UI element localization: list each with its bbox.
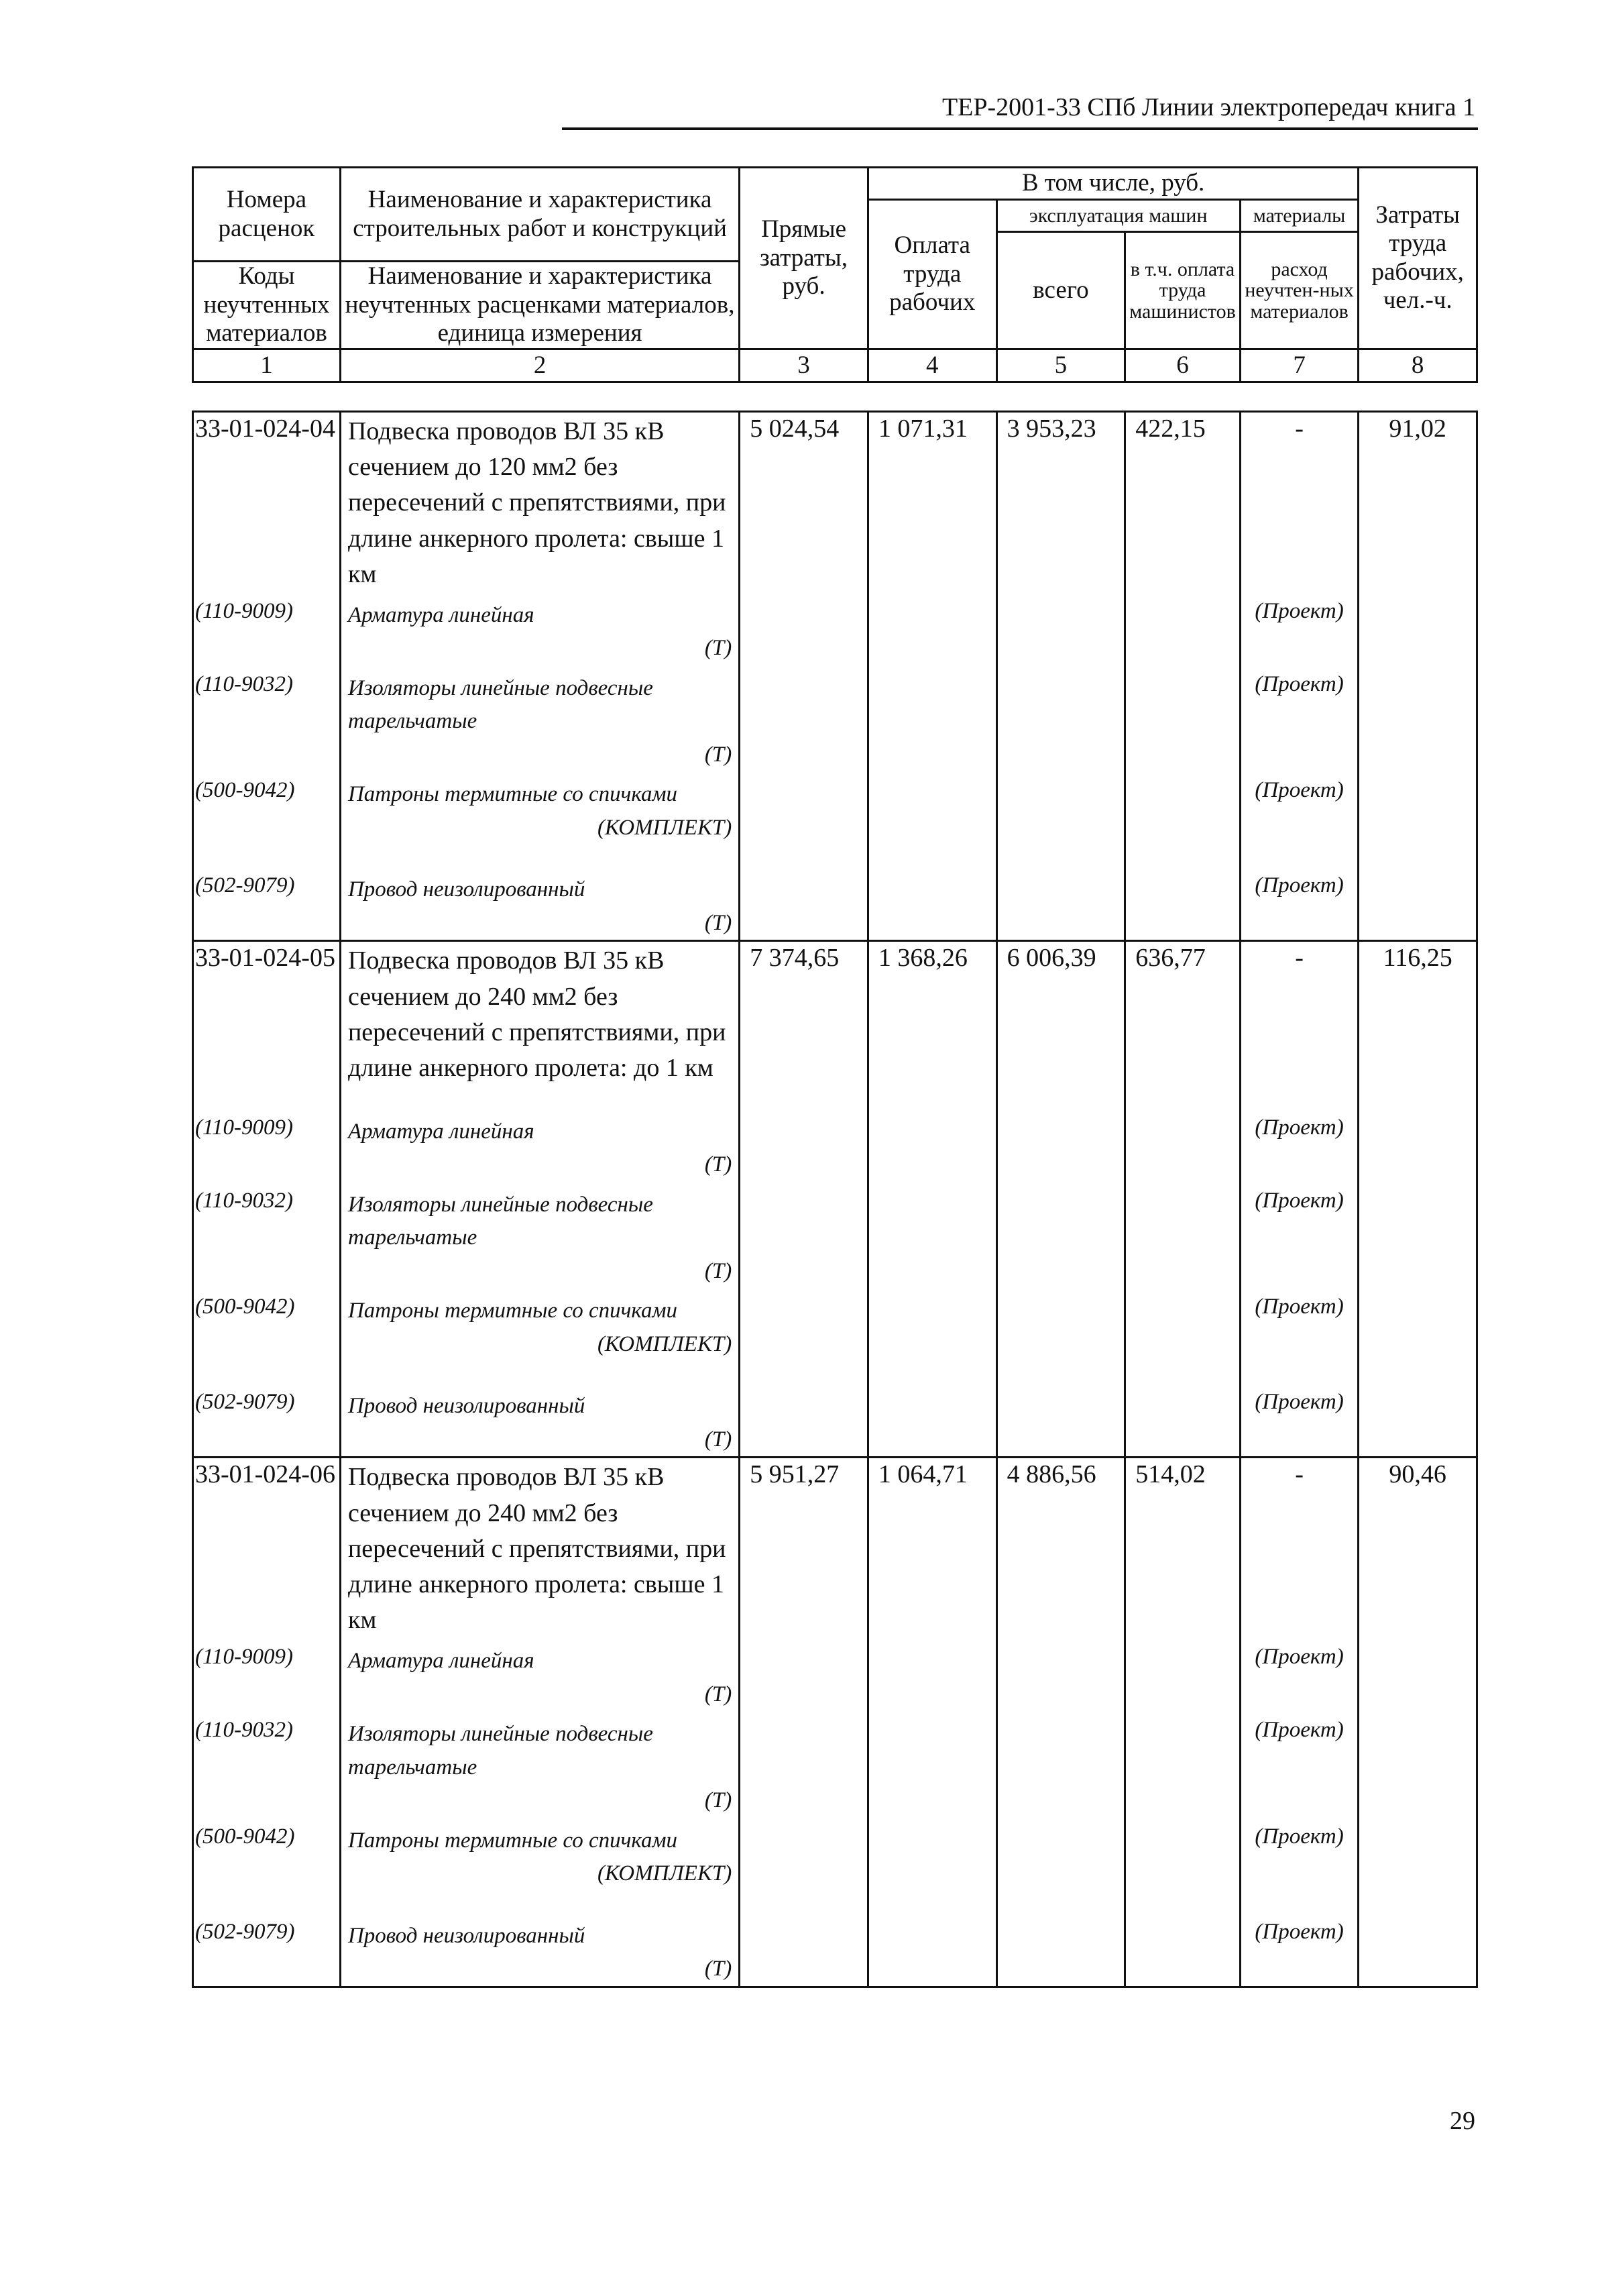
material-row [193, 1818, 1477, 1913]
material-code: (502-9079) [193, 867, 341, 941]
material-consumption: (Проект) [1240, 867, 1359, 941]
material-name: Провод неизолированный [347, 1394, 585, 1419]
machines-total: 3 953,23 [996, 412, 1125, 592]
material-name: Провод неизолированный [347, 1923, 585, 1948]
empty-cell [868, 771, 996, 867]
material-row [193, 592, 1477, 665]
column-number: 3 [740, 349, 868, 382]
materials-value: - [1240, 941, 1359, 1109]
empty-cell [1125, 1182, 1241, 1289]
empty-cell [1359, 1818, 1477, 1913]
material-row [193, 1711, 1477, 1818]
material-consumption: (Проект) [1240, 771, 1359, 867]
empty-cell [1359, 1109, 1477, 1182]
column-number: 6 [1125, 349, 1241, 382]
empty-cell [996, 1109, 1125, 1182]
material-code: (500-9042) [193, 1288, 341, 1383]
empty-cell [996, 592, 1125, 665]
empty-cell [740, 771, 868, 867]
empty-cell [1125, 1711, 1241, 1818]
header-labor-hours: Затраты труда рабочих, чел.-ч. [1359, 168, 1477, 349]
material-name: Изоляторы линейные подвесные тарельчатые [347, 1192, 653, 1250]
empty-cell [1359, 592, 1477, 665]
empty-cell [868, 1288, 996, 1383]
material-row [193, 1288, 1477, 1383]
material-name: Патроны термитные со спичками [347, 782, 678, 807]
header-rate-numbers: Номера расценок [218, 185, 315, 242]
empty-cell [740, 1638, 868, 1711]
column-number: 7 [1240, 349, 1359, 382]
material-unit: (Т) [704, 1427, 732, 1452]
labor-pay: 1 368,26 [868, 941, 996, 1109]
material-code: (500-9042) [193, 1818, 341, 1913]
material-code: (110-9032) [193, 1711, 341, 1818]
empty-cell [1125, 592, 1241, 665]
material-cell [340, 665, 739, 772]
material-unit: (Т) [704, 636, 732, 661]
document-title: ТЕР-2001-33 СПб Линии электропередач книга 1 [941, 93, 1475, 121]
material-unit: (Т) [704, 1788, 732, 1813]
material-row [193, 1109, 1477, 1182]
material-row [193, 1913, 1477, 1987]
header-unaccounted-materials: расход неучтен-ных материалов [1240, 232, 1359, 349]
column-number: 4 [868, 349, 996, 382]
header-material-names: Наименование и характеристика неучтенных расценками материалов, единица измерения [340, 262, 739, 349]
empty-cell [996, 1818, 1125, 1913]
empty-cell [740, 1109, 868, 1182]
machines-total: 6 006,39 [996, 941, 1125, 1109]
material-name: Арматура линейная [347, 1649, 534, 1674]
empty-cell [868, 1818, 996, 1913]
empty-cell [1359, 1638, 1477, 1711]
empty-cell [996, 1638, 1125, 1711]
empty-cell [740, 867, 868, 941]
empty-cell [1125, 1913, 1241, 1987]
empty-cell [1125, 771, 1241, 867]
material-cell [340, 867, 739, 941]
empty-cell [740, 1288, 868, 1383]
header-codes [193, 168, 341, 262]
empty-cell [1125, 665, 1241, 772]
empty-cell [1125, 867, 1241, 941]
material-cell [340, 1711, 739, 1818]
header-materials: материалы [1240, 200, 1359, 232]
material-unit: (Т) [704, 1957, 732, 1981]
empty-cell [868, 592, 996, 665]
header-machines-total: всего [996, 232, 1125, 349]
material-consumption: (Проект) [1240, 665, 1359, 772]
empty-cell [740, 1182, 868, 1289]
empty-cell [868, 665, 996, 772]
empty-cell [996, 771, 1125, 867]
empty-cell [868, 1638, 996, 1711]
material-unit: (Т) [704, 910, 732, 935]
material-name: Патроны термитные со спичками [347, 1828, 678, 1853]
empty-cell [1359, 1288, 1477, 1383]
material-unit: (КОМПЛЕКТ) [597, 815, 732, 840]
labor-hours: 116,25 [1359, 941, 1477, 1109]
material-code: (502-9079) [193, 1383, 341, 1458]
material-name: Изоляторы линейные подвесные тарельчатые [347, 675, 653, 734]
table-row [193, 1458, 1477, 1638]
material-name: Изоляторы линейные подвесные тарельчатые [347, 1722, 653, 1780]
labor-hours: 90,46 [1359, 1458, 1477, 1638]
material-row [193, 1383, 1477, 1458]
material-unit: (Т) [704, 1682, 732, 1706]
empty-cell [740, 1383, 868, 1458]
material-code: (110-9009) [193, 1638, 341, 1711]
empty-cell [996, 1913, 1125, 1987]
material-code: (110-9009) [193, 592, 341, 665]
header-work-name: Наименование и характеристика строительных работ и конструкций [353, 185, 727, 242]
material-consumption: (Проект) [1240, 1383, 1359, 1458]
material-name: Провод неизолированный [347, 877, 585, 902]
material-name: Арматура линейная [347, 602, 534, 627]
material-unit: (КОМПЛЕКТ) [597, 1861, 732, 1886]
rate-name: Подвеска проводов ВЛ 35 кВ сечением до 240 мм2 без пересечений с препятствиями, при длине анкерного пролета: свыше 1 км [340, 1458, 739, 1638]
empty-cell [740, 665, 868, 772]
material-consumption: (Проект) [1240, 1109, 1359, 1182]
material-cell [340, 1383, 739, 1458]
column-number: 8 [1359, 349, 1477, 382]
rates-table [192, 411, 1478, 1988]
material-consumption: (Проект) [1240, 1818, 1359, 1913]
header-machines: эксплуатация машин [996, 200, 1240, 232]
material-code: (502-9079) [193, 1913, 341, 1987]
materials-value: - [1240, 1458, 1359, 1638]
material-unit: (КОМПЛЕКТ) [597, 1331, 732, 1356]
empty-cell [868, 1182, 996, 1289]
material-row [193, 771, 1477, 867]
material-cell [340, 1288, 739, 1383]
machinist-pay: 514,02 [1125, 1458, 1241, 1638]
material-cell [340, 1182, 739, 1289]
material-row [193, 1182, 1477, 1289]
header-rule [562, 127, 1478, 130]
header-labor-pay: Оплата труда рабочих [868, 200, 996, 349]
empty-cell [1125, 1383, 1241, 1458]
empty-cell [1125, 1818, 1241, 1913]
material-consumption: (Проект) [1240, 1711, 1359, 1818]
material-consumption: (Проект) [1240, 1182, 1359, 1289]
column-number: 5 [996, 349, 1125, 382]
material-code: (500-9042) [193, 771, 341, 867]
direct-costs: 7 374,65 [740, 941, 868, 1109]
material-consumption: (Проект) [1240, 1638, 1359, 1711]
column-number: 2 [340, 349, 739, 382]
empty-cell [740, 1711, 868, 1818]
empty-cell [868, 1109, 996, 1182]
labor-pay: 1 064,71 [868, 1458, 996, 1638]
empty-cell [1359, 867, 1477, 941]
material-consumption: (Проект) [1240, 1913, 1359, 1987]
machines-total: 4 886,56 [996, 1458, 1125, 1638]
material-name: Арматура линейная [347, 1119, 534, 1144]
empty-cell [1125, 1109, 1241, 1182]
material-unit: (Т) [704, 1258, 732, 1283]
empty-cell [996, 867, 1125, 941]
page-number: 29 [1450, 2107, 1475, 2135]
rate-code: 33-01-024-05 [193, 941, 341, 1109]
rate-name: Подвеска проводов ВЛ 35 кВ сечением до 240 мм2 без пересечений с препятствиями, при длине анкерного пролета: до 1 км [340, 941, 739, 1109]
empty-cell [996, 1182, 1125, 1289]
direct-costs: 5 951,27 [740, 1458, 868, 1638]
material-row [193, 665, 1477, 772]
material-cell [340, 1638, 739, 1711]
empty-cell [740, 1818, 868, 1913]
empty-cell [868, 867, 996, 941]
empty-cell [868, 1711, 996, 1818]
table-row [193, 941, 1477, 1109]
material-name: Патроны термитные со спичками [347, 1299, 678, 1323]
material-cell [340, 1913, 739, 1987]
empty-cell [868, 1913, 996, 1987]
material-code: (110-9032) [193, 665, 341, 772]
header-including: В том числе, руб. [868, 168, 1358, 200]
material-cell [340, 1818, 739, 1913]
header-material-codes: Коды неучтенных материалов [193, 262, 341, 349]
labor-hours: 91,02 [1359, 412, 1477, 592]
material-consumption: (Проект) [1240, 592, 1359, 665]
labor-pay: 1 071,31 [868, 412, 996, 592]
table-row [193, 412, 1477, 592]
empty-cell [996, 665, 1125, 772]
material-unit: (Т) [704, 1152, 732, 1177]
materials-value: - [1240, 412, 1359, 592]
header-machinist-pay: в т.ч. оплата труда машинистов [1125, 232, 1241, 349]
rate-name: Подвеска проводов ВЛ 35 кВ сечением до 120 мм2 без пересечений с препятствиями, при длине анкерного пролета: свыше 1 км [340, 412, 739, 592]
empty-cell [996, 1383, 1125, 1458]
column-number: 1 [193, 349, 341, 382]
empty-cell [1359, 665, 1477, 772]
empty-cell [1125, 1638, 1241, 1711]
material-cell [340, 1109, 739, 1182]
machinist-pay: 636,77 [1125, 941, 1241, 1109]
rate-code: 33-01-024-04 [193, 412, 341, 592]
empty-cell [1359, 1383, 1477, 1458]
material-code: (110-9032) [193, 1182, 341, 1289]
empty-cell [996, 1288, 1125, 1383]
material-code: (110-9009) [193, 1109, 341, 1182]
empty-cell [1359, 771, 1477, 867]
material-cell [340, 771, 739, 867]
empty-cell [740, 592, 868, 665]
empty-cell [740, 1913, 868, 1987]
direct-costs: 5 024,54 [740, 412, 868, 592]
material-unit: (Т) [704, 742, 732, 767]
material-consumption: (Проект) [1240, 1288, 1359, 1383]
material-row [193, 1638, 1477, 1711]
empty-cell [1125, 1288, 1241, 1383]
material-cell [340, 592, 739, 665]
header-names [340, 168, 739, 262]
material-row [193, 867, 1477, 941]
empty-cell [868, 1383, 996, 1458]
empty-cell [1359, 1711, 1477, 1818]
table-header [192, 166, 1478, 383]
machinist-pay: 422,15 [1125, 412, 1241, 592]
empty-cell [996, 1711, 1125, 1818]
header-direct-costs: Прямые затраты, руб. [740, 168, 868, 349]
rate-code: 33-01-024-06 [193, 1458, 341, 1638]
empty-cell [1359, 1182, 1477, 1289]
empty-cell [1359, 1913, 1477, 1987]
